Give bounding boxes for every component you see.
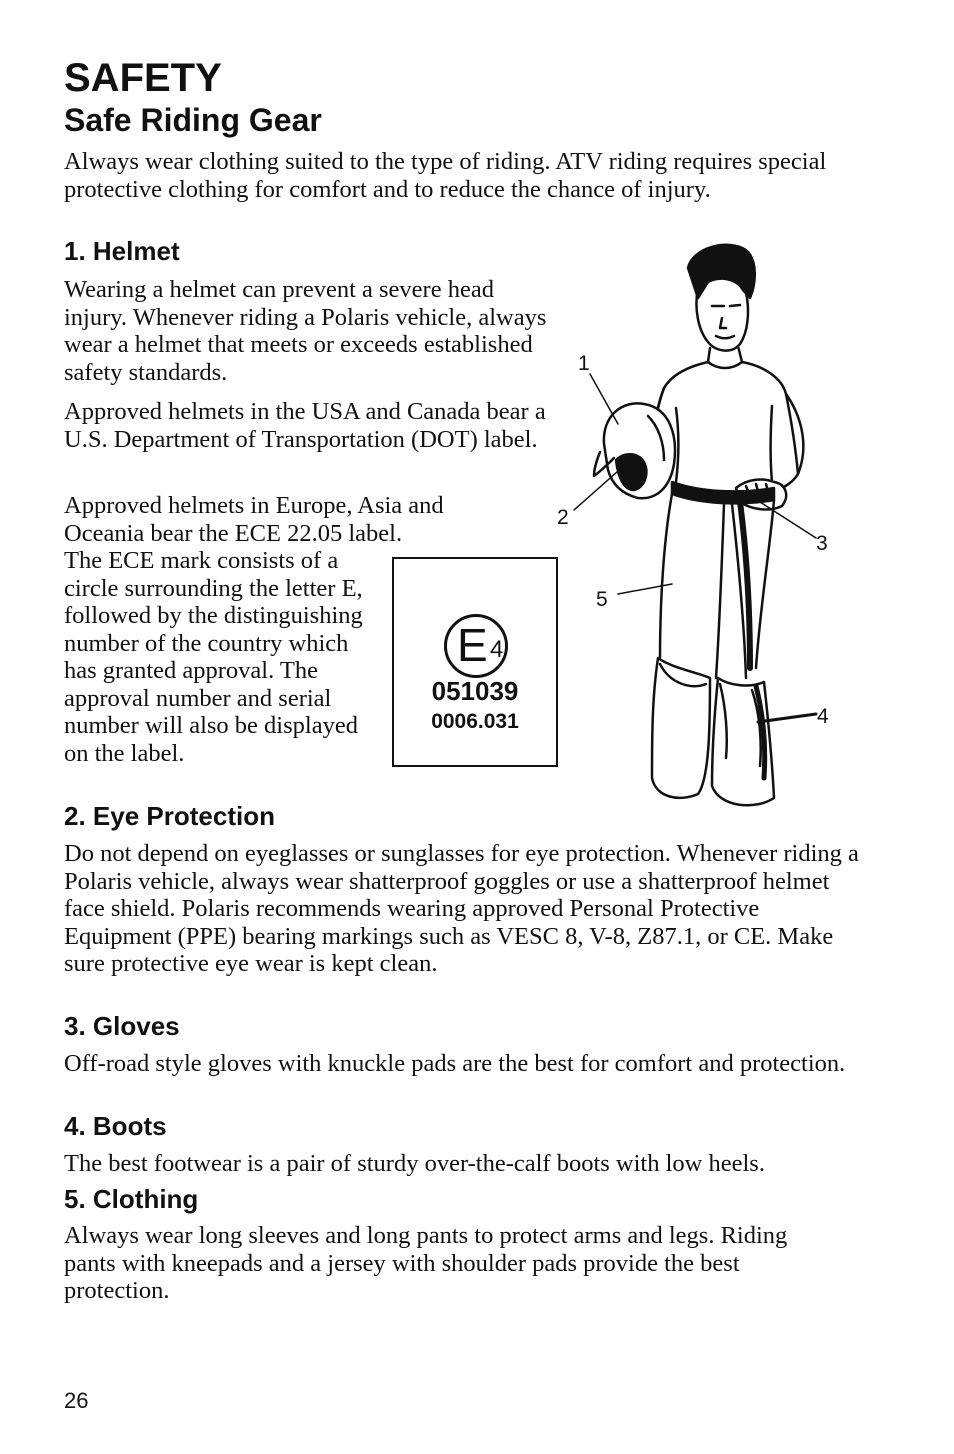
gloves-paragraph: Off-road style gloves with knuckle pads are the best for comfort and protection. — [64, 1050, 846, 1077]
callout-3: 3 — [816, 532, 828, 555]
intro-paragraph: Always wear clothing suited to the type of riding. ATV riding requires special protective clothing for comfort and to reduce the chance of injury. — [64, 148, 827, 203]
boots-paragraph: The best footwear is a pair of sturdy over-the-calf boots with low heels. — [64, 1150, 765, 1177]
ece-approval-number: 051039 — [431, 676, 519, 706]
ece-serial-number: 0006.031 — [431, 710, 519, 733]
page-number: 26 — [64, 1388, 89, 1413]
callout-2: 2 — [557, 506, 569, 529]
rider-illustration — [560, 238, 860, 818]
ece-country-number: 4 — [490, 636, 504, 663]
helmet-paragraph-2: Approved helmets in the USA and Canada bear a U.S. Department of Transportation (DOT) label. — [64, 398, 546, 453]
helmet-heading: 1. Helmet — [64, 236, 180, 266]
boots-heading: 4. Boots — [64, 1111, 167, 1141]
clothing-paragraph: Always wear long sleeves and long pants to protect arms and legs. Riding pants with kneepads and a jersey with shoulder pads provide the best protection. — [64, 1222, 788, 1304]
callout-5: 5 — [596, 588, 608, 611]
helmet-paragraph-3a: Approved helmets in Europe, Asia and Oceania bear the ECE 22.05 label. — [64, 492, 444, 547]
ece-letter: E — [457, 619, 488, 671]
clothing-heading: 5. Clothing — [64, 1184, 199, 1214]
callout-4: 4 — [817, 705, 829, 728]
helmet-paragraph-3b: The ECE mark consists of a circle surrounding the letter E, followed by the distinguishing number of the country which has granted approval. The approval number and serial number will also be displayed on the label. — [64, 547, 363, 767]
eye-protection-heading: 2. Eye Protection — [64, 801, 275, 831]
page-subtitle: Safe Riding Gear — [64, 102, 322, 138]
section-title: SAFETY — [64, 56, 222, 100]
callout-1: 1 — [578, 352, 590, 375]
eye-protection-paragraph: Do not depend on eyeglasses or sunglasses for eye protection. Whenever riding a Polaris vehicle, always wear shatterproof goggles or use a shatterproof helmet face shield. Polaris recommends wearing approved Personal Protective Equipment (PPE) bearing markings such as VESC 8, V-8, Z87.1, or CE. Make sure protective eye wear is kept clean. — [64, 840, 859, 977]
gloves-heading: 3. Gloves — [64, 1011, 180, 1041]
ece-label — [392, 557, 558, 767]
helmet-paragraph-1: Wearing a helmet can prevent a severe head injury. Whenever riding a Polaris vehicle, always wear a helmet that meets or exceeds established safety standards. — [64, 276, 547, 386]
